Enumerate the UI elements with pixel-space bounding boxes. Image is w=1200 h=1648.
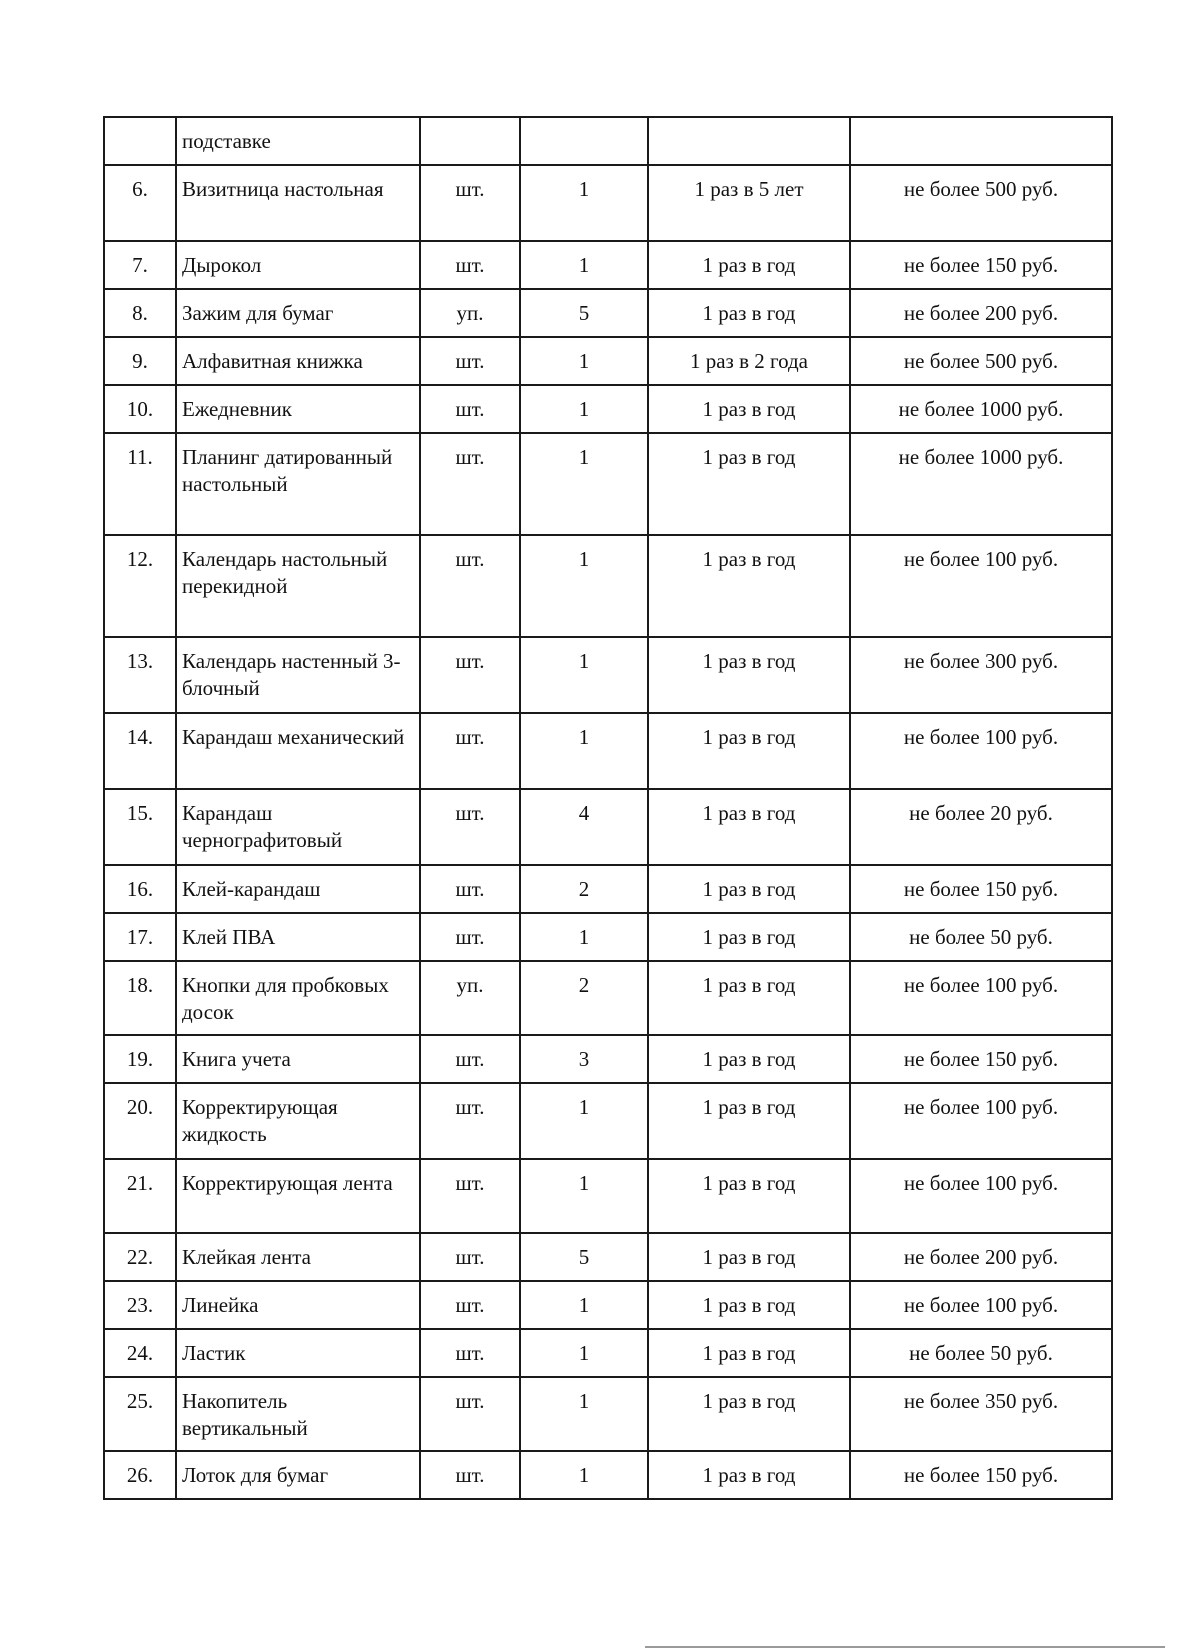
row-number: 17.	[104, 913, 176, 961]
unit-cell: шт.	[420, 913, 520, 961]
price-cell: не более 150 руб.	[850, 865, 1112, 913]
price-cell: не более 1000 руб.	[850, 385, 1112, 433]
price-cell: не более 50 руб.	[850, 913, 1112, 961]
unit-cell	[420, 117, 520, 165]
frequency-cell: 1 раз в год	[648, 433, 850, 535]
frequency-cell: 1 раз в год	[648, 865, 850, 913]
quantity-cell: 1	[520, 1329, 648, 1377]
frequency-cell: 1 раз в год	[648, 535, 850, 637]
frequency-cell: 1 раз в год	[648, 789, 850, 865]
item-name: Визитница настольная	[176, 165, 420, 241]
price-cell: не более 300 руб.	[850, 637, 1112, 713]
row-number: 25.	[104, 1377, 176, 1451]
table-row	[104, 289, 1112, 337]
quantity-cell: 4	[520, 789, 648, 865]
unit-cell: шт.	[420, 385, 520, 433]
item-name: Алфавитная книжка	[176, 337, 420, 385]
quantity-cell: 5	[520, 289, 648, 337]
quantity-cell: 1	[520, 1377, 648, 1451]
frequency-cell: 1 раз в год	[648, 385, 850, 433]
table-row	[104, 241, 1112, 289]
quantity-cell	[520, 117, 648, 165]
item-name: Календарь настенный 3-блочный	[176, 637, 420, 713]
price-cell: не более 20 руб.	[850, 789, 1112, 865]
table-row	[104, 637, 1112, 713]
quantity-cell: 3	[520, 1035, 648, 1083]
item-name: Линейка	[176, 1281, 420, 1329]
item-name: Корректирующая жидкость	[176, 1083, 420, 1159]
row-number: 11.	[104, 433, 176, 535]
frequency-cell: 1 раз в год	[648, 1233, 850, 1281]
quantity-cell: 1	[520, 1083, 648, 1159]
row-number: 6.	[104, 165, 176, 241]
price-cell: не более 500 руб.	[850, 337, 1112, 385]
frequency-cell: 1 раз в год	[648, 1329, 850, 1377]
table-row	[104, 385, 1112, 433]
quantity-cell: 5	[520, 1233, 648, 1281]
unit-cell: уп.	[420, 289, 520, 337]
quantity-cell: 1	[520, 1451, 648, 1499]
row-number: 8.	[104, 289, 176, 337]
quantity-cell: 1	[520, 535, 648, 637]
unit-cell: шт.	[420, 1329, 520, 1377]
item-name: Книга учета	[176, 1035, 420, 1083]
quantity-cell: 1	[520, 713, 648, 789]
row-number: 15.	[104, 789, 176, 865]
unit-cell: шт.	[420, 789, 520, 865]
row-number: 10.	[104, 385, 176, 433]
unit-cell: шт.	[420, 865, 520, 913]
office-supplies-table	[103, 116, 1113, 1500]
table-row	[104, 1377, 1112, 1451]
unit-cell: шт.	[420, 165, 520, 241]
price-cell: не более 100 руб.	[850, 1083, 1112, 1159]
row-number: 22.	[104, 1233, 176, 1281]
unit-cell: шт.	[420, 1035, 520, 1083]
item-name: Календарь настольный перекидной	[176, 535, 420, 637]
item-name: Кнопки для пробковых досок	[176, 961, 420, 1035]
quantity-cell: 1	[520, 1281, 648, 1329]
frequency-cell	[648, 117, 850, 165]
price-cell: не более 100 руб.	[850, 713, 1112, 789]
frequency-cell: 1 раз в год	[648, 713, 850, 789]
item-name: Дырокол	[176, 241, 420, 289]
row-number: 13.	[104, 637, 176, 713]
frequency-cell: 1 раз в год	[648, 913, 850, 961]
unit-cell: шт.	[420, 1159, 520, 1233]
row-number: 18.	[104, 961, 176, 1035]
frequency-cell: 1 раз в год	[648, 241, 850, 289]
unit-cell: шт.	[420, 433, 520, 535]
frequency-cell: 1 раз в год	[648, 1035, 850, 1083]
item-name: подставке	[176, 117, 420, 165]
row-number	[104, 117, 176, 165]
item-name: Накопитель вертикальный	[176, 1377, 420, 1451]
item-name: Карандаш чернографитовый	[176, 789, 420, 865]
unit-cell: шт.	[420, 1377, 520, 1451]
unit-cell: шт.	[420, 1233, 520, 1281]
quantity-cell: 1	[520, 637, 648, 713]
price-cell: не более 100 руб.	[850, 961, 1112, 1035]
quantity-cell: 2	[520, 865, 648, 913]
price-cell: не более 350 руб.	[850, 1377, 1112, 1451]
item-name: Зажим для бумаг	[176, 289, 420, 337]
price-cell: не более 100 руб.	[850, 1159, 1112, 1233]
quantity-cell: 1	[520, 1159, 648, 1233]
item-name: Планинг датированный настольный	[176, 433, 420, 535]
frequency-cell: 1 раз в год	[648, 289, 850, 337]
table-row	[104, 1329, 1112, 1377]
item-name: Клей-карандаш	[176, 865, 420, 913]
unit-cell: шт.	[420, 241, 520, 289]
quantity-cell: 1	[520, 241, 648, 289]
unit-cell: шт.	[420, 1451, 520, 1499]
table-row	[104, 1035, 1112, 1083]
unit-cell: шт.	[420, 1083, 520, 1159]
price-cell: не более 200 руб.	[850, 289, 1112, 337]
frequency-cell: 1 раз в год	[648, 1159, 850, 1233]
item-name: Клей ПВА	[176, 913, 420, 961]
table-body	[104, 117, 1112, 1499]
table-row	[104, 865, 1112, 913]
frequency-cell: 1 раз в год	[648, 637, 850, 713]
table-row	[104, 961, 1112, 1035]
table-row	[104, 1451, 1112, 1499]
table-row	[104, 1281, 1112, 1329]
table-row	[104, 789, 1112, 865]
table-row	[104, 713, 1112, 789]
price-cell: не более 500 руб.	[850, 165, 1112, 241]
row-number: 26.	[104, 1451, 176, 1499]
quantity-cell: 1	[520, 433, 648, 535]
item-name: Лоток для бумаг	[176, 1451, 420, 1499]
row-number: 21.	[104, 1159, 176, 1233]
unit-cell: шт.	[420, 637, 520, 713]
price-cell: не более 150 руб.	[850, 241, 1112, 289]
price-cell: не более 100 руб.	[850, 1281, 1112, 1329]
frequency-cell: 1 раз в год	[648, 961, 850, 1035]
quantity-cell: 1	[520, 337, 648, 385]
item-name: Клейкая лента	[176, 1233, 420, 1281]
price-cell: не более 100 руб.	[850, 535, 1112, 637]
table-row	[104, 433, 1112, 535]
quantity-cell: 2	[520, 961, 648, 1035]
item-name: Корректирующая лента	[176, 1159, 420, 1233]
row-number: 20.	[104, 1083, 176, 1159]
row-number: 23.	[104, 1281, 176, 1329]
row-number: 12.	[104, 535, 176, 637]
table-row	[104, 913, 1112, 961]
frequency-cell: 1 раз в год	[648, 1377, 850, 1451]
price-cell: не более 150 руб.	[850, 1035, 1112, 1083]
row-number: 7.	[104, 241, 176, 289]
row-number: 19.	[104, 1035, 176, 1083]
unit-cell: шт.	[420, 535, 520, 637]
unit-cell: уп.	[420, 961, 520, 1035]
item-name: Ежедневник	[176, 385, 420, 433]
frequency-cell: 1 раз в год	[648, 1281, 850, 1329]
frequency-cell: 1 раз в год	[648, 1451, 850, 1499]
price-cell	[850, 117, 1112, 165]
row-number: 9.	[104, 337, 176, 385]
table-row	[104, 1083, 1112, 1159]
price-cell: не более 50 руб.	[850, 1329, 1112, 1377]
quantity-cell: 1	[520, 165, 648, 241]
unit-cell: шт.	[420, 1281, 520, 1329]
item-name: Ластик	[176, 1329, 420, 1377]
price-cell: не более 150 руб.	[850, 1451, 1112, 1499]
item-name: Карандаш механический	[176, 713, 420, 789]
price-cell: не более 200 руб.	[850, 1233, 1112, 1281]
table-row	[104, 117, 1112, 165]
frequency-cell: 1 раз в 2 года	[648, 337, 850, 385]
quantity-cell: 1	[520, 385, 648, 433]
unit-cell: шт.	[420, 713, 520, 789]
price-cell: не более 1000 руб.	[850, 433, 1112, 535]
quantity-cell: 1	[520, 913, 648, 961]
unit-cell: шт.	[420, 337, 520, 385]
frequency-cell: 1 раз в год	[648, 1083, 850, 1159]
table-row	[104, 1159, 1112, 1233]
frequency-cell: 1 раз в 5 лет	[648, 165, 850, 241]
table-row	[104, 1233, 1112, 1281]
table-row	[104, 165, 1112, 241]
row-number: 14.	[104, 713, 176, 789]
row-number: 24.	[104, 1329, 176, 1377]
table-row	[104, 337, 1112, 385]
table-row	[104, 535, 1112, 637]
row-number: 16.	[104, 865, 176, 913]
